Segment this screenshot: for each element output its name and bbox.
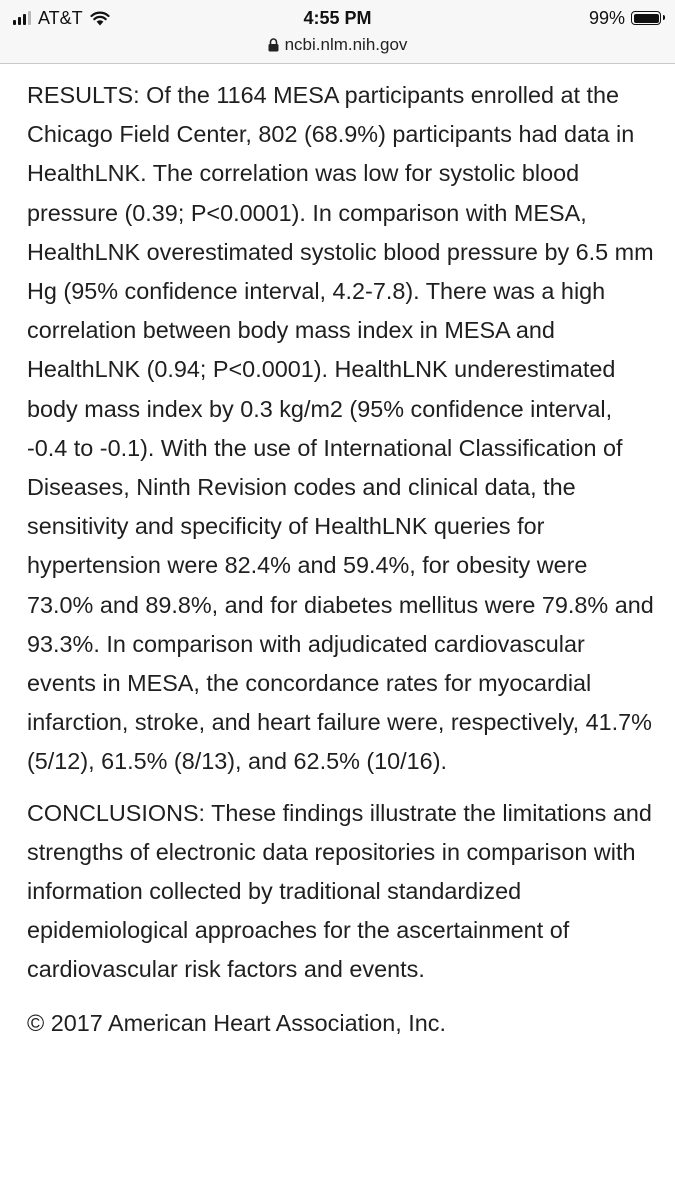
address-bar[interactable]	[0, 34, 675, 56]
url-text: ncbi.nlm.nih.gov	[284, 35, 408, 54]
copyright-notice: © 2017 American Heart Association, Inc.	[27, 1009, 446, 1036]
browser-chrome	[0, 0, 675, 64]
status-time: 4:55 PM	[303, 8, 372, 28]
results-paragraph: RESULTS: Of the 1164 MESA participants enrolled at the Chicago Field Center, 802 (68.9%) participants had data in HealthLNK. The correlation was low for systolic blood pressure (0.39; P<0.0001). In comparison with MESA, HealthLNK overestimated systolic blood pressure by 6.5 mm Hg (95% confidence interval, 4.2-7.8). There was a high correlation between body mass index in MESA and HealthLNK (0.94; P<0.0001). HealthLNK underestimated body mass index by 0.3 kg/m2 (95% confidence interval, -0.4 to -0.1). With the use of International Classification of Diseases, Ninth Revision codes and clinical data, the sensitivity and specificity of HealthLNK queries for hypertension were 82.4% and 59.4%, for obesity were 73.0% and 89.8%, and for diabetes mellitus were 79.8% and 93.3%. In comparison with adjudicated cardiovascular events in MESA, the concordance rates for myocardial infarction, stroke, and heart failure were, respectively, 41.7% (5/12), 61.5% (8/13), and 62.5% (10/16).	[27, 82, 654, 775]
status-bar	[0, 0, 675, 36]
battery-icon	[631, 11, 661, 25]
battery-percentage: 99%	[588, 7, 625, 28]
conclusions-paragraph: CONCLUSIONS: These findings illustrate the limitations and strengths of electronic data repositories in comparison with information collected by traditional standardized epidemiological approaches for the ascertainment of cardiovascular risk factors and events.	[27, 799, 652, 983]
status-right	[589, 6, 661, 30]
abstract-content	[27, 76, 657, 1043]
lock-icon	[268, 38, 279, 52]
carrier-name: AT&T	[38, 7, 83, 28]
